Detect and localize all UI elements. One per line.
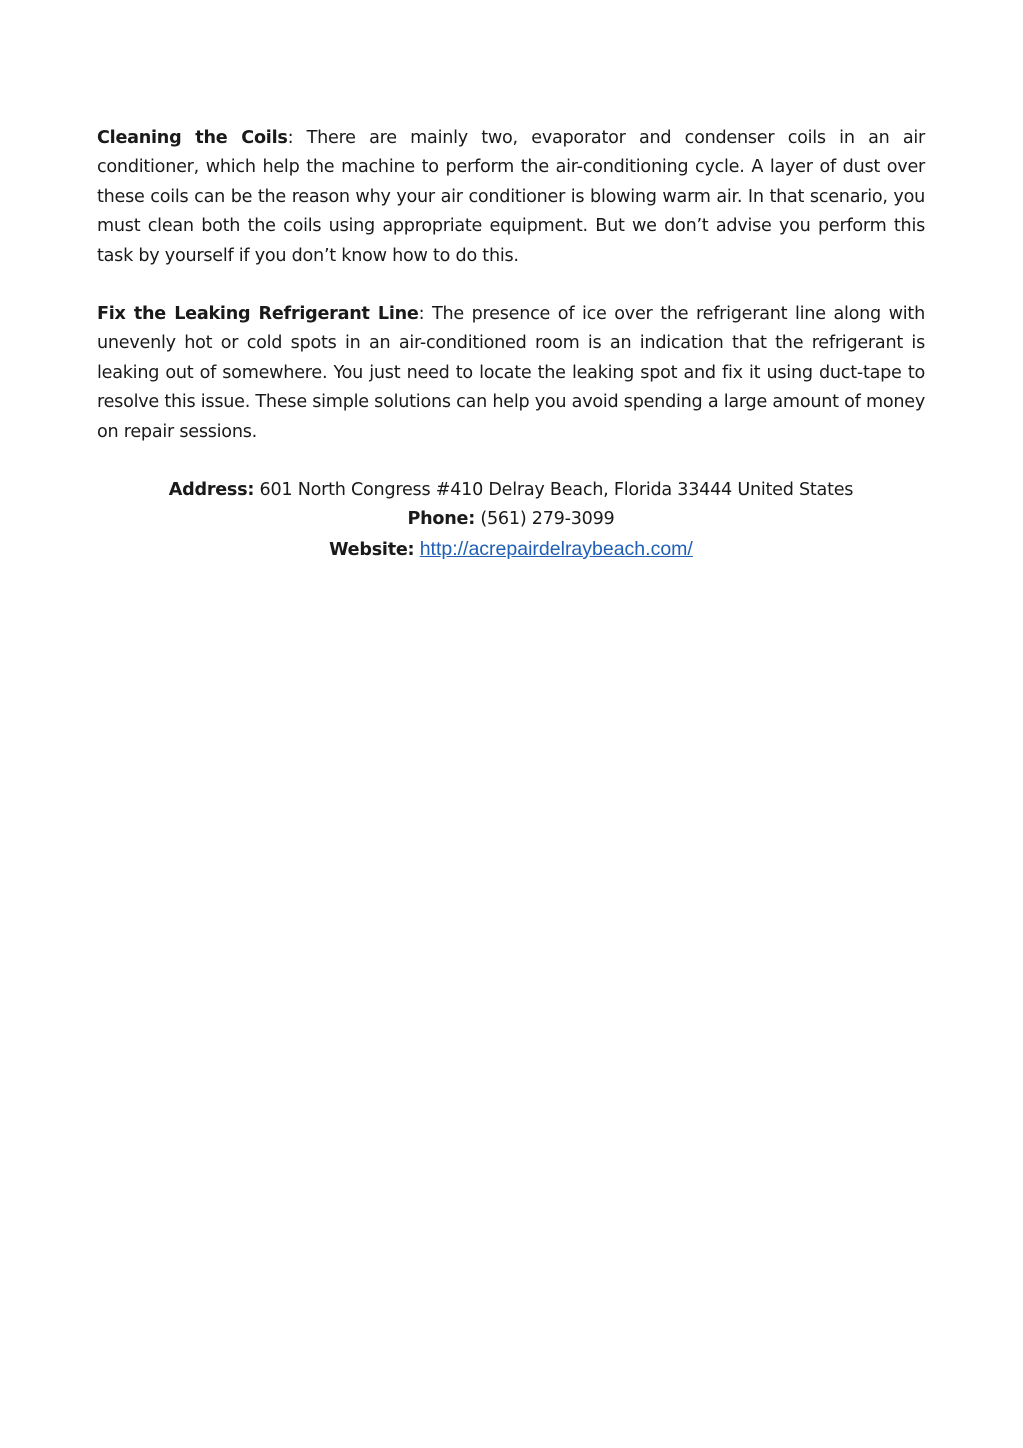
section-heading: Cleaning the Coils: [97, 128, 288, 148]
address-value: 601 North Congress #410 Delray Beach, Florida 33444 United States: [254, 480, 854, 501]
phone-label: Phone:: [407, 509, 476, 530]
section-cleaning-coils: [97, 124, 925, 271]
phone-line: [97, 505, 925, 534]
website-line: [97, 535, 925, 565]
page-content: [97, 124, 925, 565]
address-line: [97, 476, 925, 505]
address-label: Address:: [168, 480, 255, 501]
section-heading: Fix the Leaking Refrigerant Line: [97, 304, 419, 325]
section-body: : The presence of ice over the refrigerant line along with unevenly hot or cold spots in an air-conditioned room is an indication that the refrigerant is leaking out of somewhere. You just need to locate the leaking spot and fix it using duct-tape to resolve this issue. These simple solutions can help you avoid spending a large amount of money on repair sessions.: [97, 304, 925, 442]
section-leaking-refrigerant: [97, 300, 925, 447]
website-link[interactable]: http://acrepairdelraybeach.com/: [419, 537, 693, 560]
section-body: : There are mainly two, evaporator and condenser coils in an air conditioner, which help the machine to perform the air-conditioning cycle. A layer of dust over these coils can be the reason why your air conditioner is blowing warm air. In that scenario, you must clean both the coils using appropriate equipment. But we don’t advise you perform this task by yourself if you don’t know how to do this.: [97, 128, 925, 266]
website-label: Website:: [329, 539, 415, 560]
contact-block: [97, 476, 925, 565]
phone-value: (561) 279-3099: [475, 509, 615, 530]
